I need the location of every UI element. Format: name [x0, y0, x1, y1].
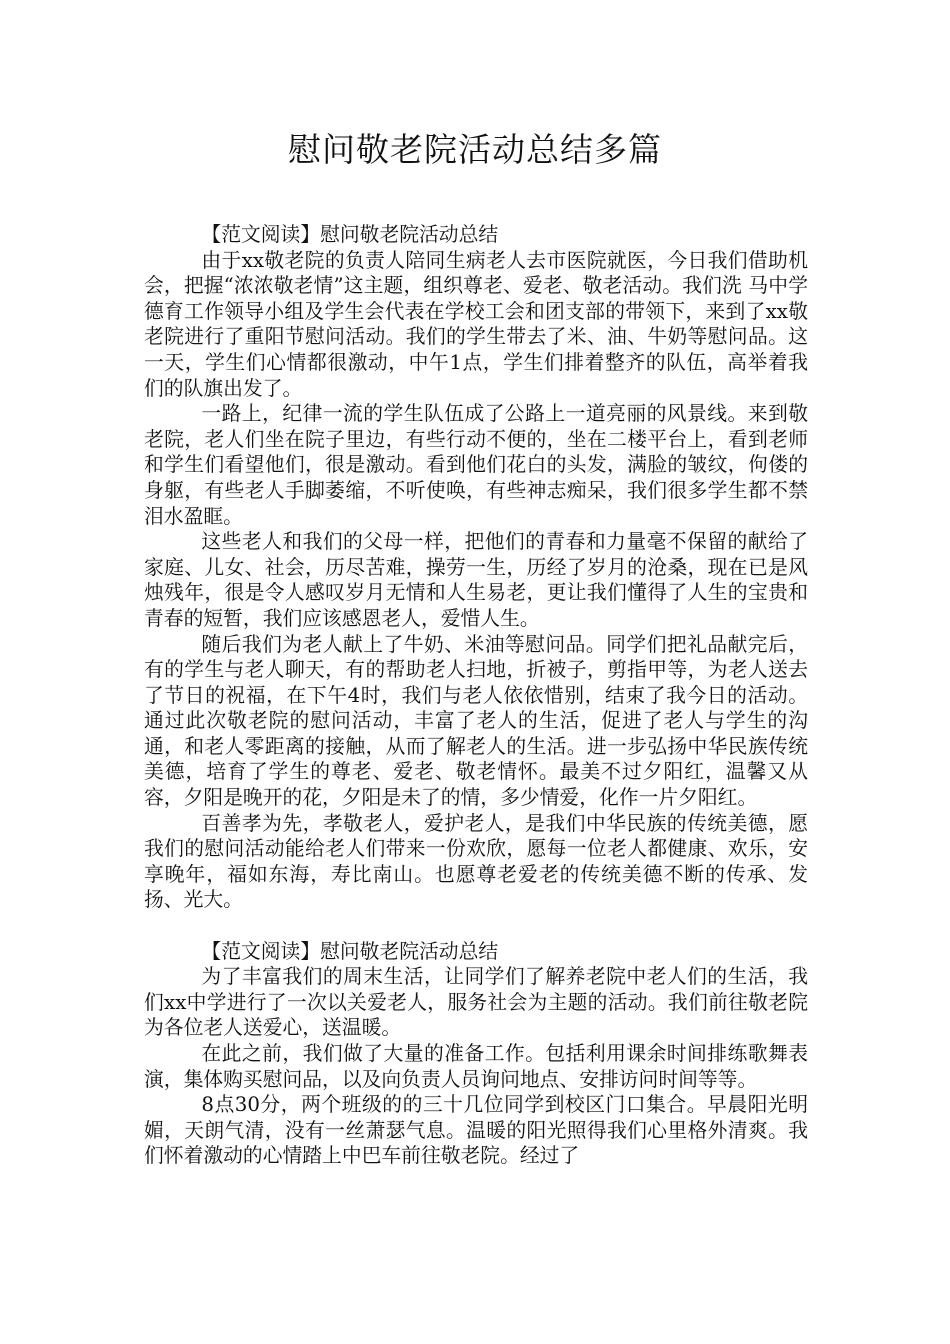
paragraph: 为了丰富我们的周末生活，让同学们了解养老院中老人们的生活，我们xx中学进行了一次以关爱老人，服务社会为主题的活动。我们前往敬老院为各位老人送爱心，送温暖。 — [144, 965, 808, 1040]
paragraph: 随后我们为老人献上了牛奶、米油等慰问品。同学们把礼品献完后，有的学生与老人聊天，有的帮助老人扫地，折被子，剪指甲等，为老人送去了节日的祝福，在下午4时，我们与老人依依惜别，结束了我今日的活动。通过此次敬老院的慰问活动，丰富了老人的生活，促进了老人与学生的沟通，和老人零距离的接触，从而了解老人的生活。进一步弘扬中华民族传统美德，培育了学生的尊老、爱老、敬老情怀。最美不过夕阳红，温馨又从容，夕阳是晚开的花，夕阳是未了的情，多少情爱，化作一片夕阳红。 — [144, 632, 808, 810]
section-heading: 【范文阅读】慰问敬老院活动总结 — [201, 223, 499, 246]
paragraph: 8点30分，两个班级的的三十几位同学到校区门口集合。早晨阳光明媚，天朗气清，没有一丝萧瑟气息。温暖的阳光照得我们心里格外清爽。我们怀着激动的心情踏上中巴车前往敬老院。经过了 — [144, 1093, 808, 1168]
essay-section-1 — [144, 222, 808, 913]
paragraph: 在此之前，我们做了大量的准备工作。包括利用课余时间排练歌舞表演，集体购买慰问品，以及向负责人员询问地点、安排访问时间等等。 — [144, 1042, 808, 1091]
document-title: 慰问敬老院活动总结多篇 — [288, 130, 662, 169]
document-body — [144, 222, 808, 1169]
paragraph: 一路上，纪律一流的学生队伍成了公路上一道亮丽的风景线。来到敬老院，老人们坐在院子里边，有些行动不便的，坐在二楼平台上，看到老师和学生们看望他们，很是激动。看到他们花白的头发，满脸的皱纹，佝偻的身躯，有些老人手脚萎缩，不听使唤，有些神志痴呆，我们很多学生都不禁泪水盈眶。 — [144, 402, 808, 528]
essay-section-2 — [144, 939, 808, 1169]
paragraph: 这些老人和我们的父母一样，把他们的青春和力量毫不保留的献给了家庭、儿女、社会，历尽苦难，操劳一生，历经了岁月的沧桑，现在已是风烛残年，很是令人感叹岁月无情和人生易老，更让我们懂得了人生的宝贵和青春的短暂，我们应该感恩老人，爱惜人生。 — [144, 530, 808, 630]
paragraph: 百善孝为先，孝敬老人，爱护老人，是我们中华民族的传统美德，愿我们的慰问活动能给老人们带来一份欢欣，愿每一位老人都健康、欢乐，安享晚年，福如东海，寿比南山。也愿尊老爱老的传统美德不断的传承、发扬、光大。 — [144, 811, 808, 912]
section-heading: 【范文阅读】慰问敬老院活动总结 — [201, 939, 499, 963]
paragraph: 由于xx敬老院的负责人陪同生病老人去市医院就医，今日我们借助机会，把握“浓浓敬老情”这主题，组织尊老、爱老、敬老活动。我们洗 马中学德育工作领导小组及学生会代表在学校工会和团支部的带领下，来到了xx敬老院进行了重阳节慰问活动。我们的学生带去了米、油、牛奶等慰问品。这一天，学生们心情都很激动，中午1点，学生们排着整齐的队伍，高举着我们的队旗出发了。 — [144, 248, 808, 400]
